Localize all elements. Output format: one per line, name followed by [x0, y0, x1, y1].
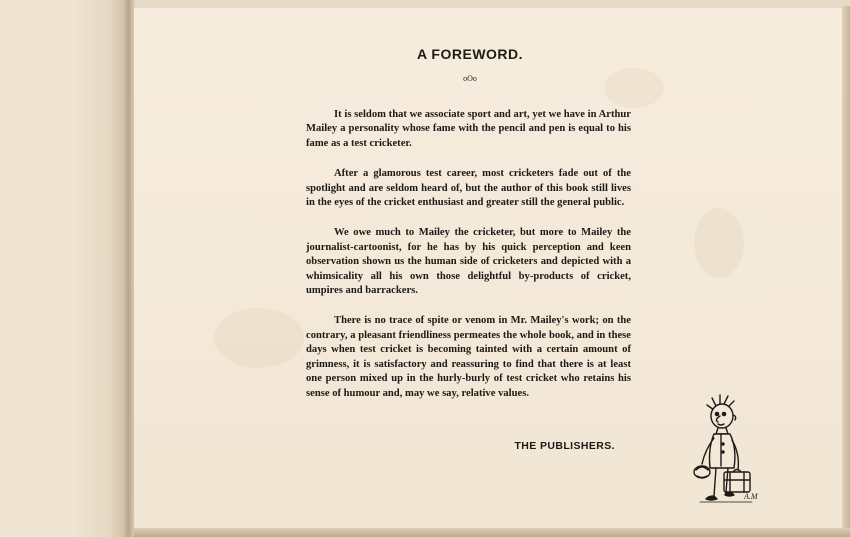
paragraph-3: We owe much to Mailey the cricketer, but more to Mailey the journalist-cartoonist, for he has by his quick perception and keen observation shown us the human side of cricketers and depicted with a whimsicality all his own those delightful by-products of cricket, umpires and barrackers.	[306, 227, 631, 297]
page-edge-right	[842, 6, 850, 532]
signature: THE PUBLISHERS.	[514, 440, 615, 452]
foreword-body	[306, 108, 631, 417]
paragraph-2: After a glamorous test career, most cricketers fade out of the spotlight and are seldom heard of, but the author of this book still lives in the eyes of the cricket enthusiast and greater still the general public.	[306, 168, 631, 209]
left-page	[0, 0, 128, 537]
page-title: A FOREWORD.	[416, 46, 524, 62]
cartoon-initials: A.M	[744, 492, 758, 501]
paragraph-1: It is seldom that we associate sport and art, yet we have in Arthur Mailey a personality whose fame with the pencil and pen is equal to his fame as a test cricketer.	[306, 109, 631, 149]
paragraph-4: There is no trace of spite or venom in Mr. Mailey's work; on the contrary, a pleasant friendliness permeates the whole book, and in these days when test cricket is becoming tainted with a certain amount of grimness, it is satisfactory and reassuring to find that there is at least one person mixed up in the hurly-burly of test cricket who retains his sense of humour and, may we say, relative values.	[306, 315, 631, 399]
title-ornament: oOo	[463, 74, 477, 83]
page-edge-bottom	[134, 528, 850, 537]
